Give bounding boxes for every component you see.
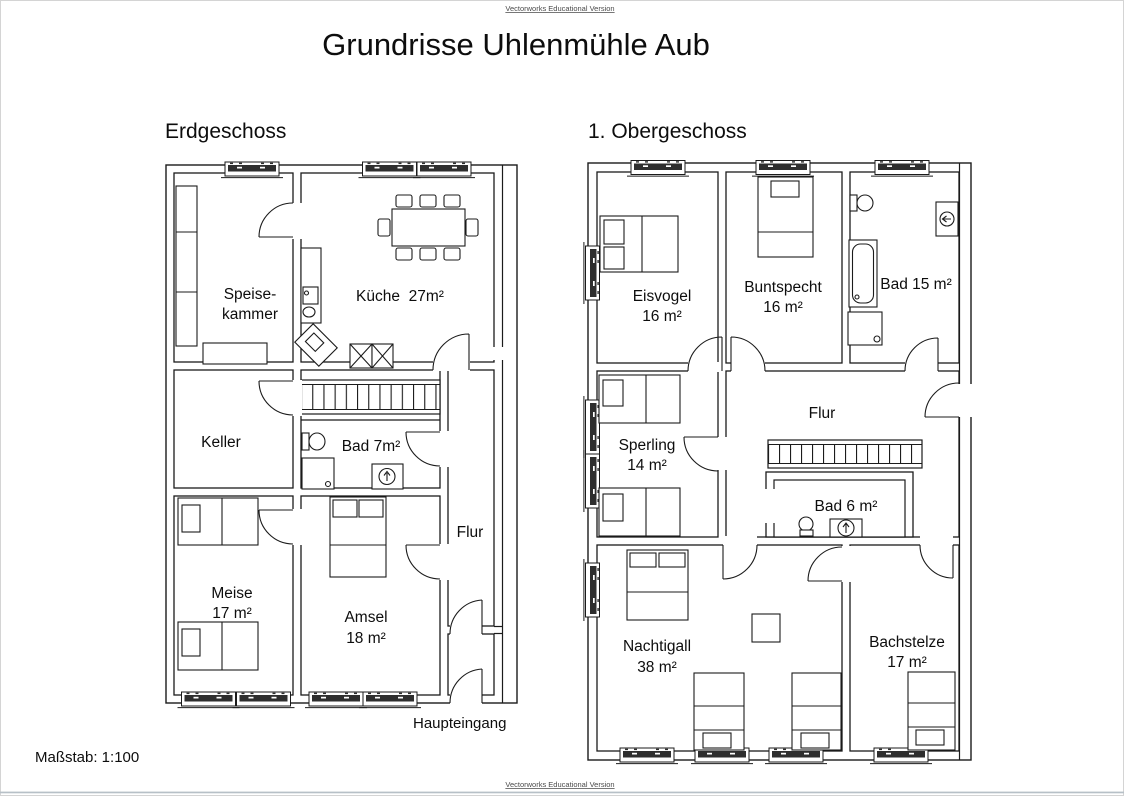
window bbox=[178, 692, 240, 708]
room-label-sperling: Sperling bbox=[618, 437, 676, 454]
room-label-nachtigall: Nachtigall bbox=[622, 638, 692, 655]
room-label-bad15: Bad 15 m² bbox=[880, 276, 952, 293]
window bbox=[233, 692, 295, 708]
og-buntspecht-bed bbox=[758, 177, 813, 257]
toilet-icon bbox=[800, 530, 813, 536]
page-bottom-rule bbox=[0, 792, 1124, 794]
room-label-amsel: Amsel bbox=[344, 609, 388, 626]
room-label-speisekammer: Speise- bbox=[223, 286, 277, 303]
room-label-bachstelze: Bachstelze bbox=[869, 634, 945, 651]
room-label-buntspecht: 16 m² bbox=[763, 299, 803, 316]
window bbox=[305, 692, 367, 708]
room-label-sperling: 14 m² bbox=[627, 457, 667, 474]
room-label-flur-eg: Flur bbox=[456, 524, 484, 541]
room-label-speisekammer: kammer bbox=[222, 306, 278, 323]
scale-label: Maßstab: 1:100 bbox=[35, 749, 140, 766]
window bbox=[871, 161, 933, 177]
room-label-keller: Keller bbox=[201, 434, 241, 451]
watermark-bottom: Vectorworks Educational Version bbox=[505, 780, 615, 789]
table bbox=[752, 614, 780, 642]
room-label-meise: Meise bbox=[211, 585, 253, 602]
heading-erdgeschoss: Erdgeschoss bbox=[165, 120, 287, 143]
window bbox=[413, 162, 475, 178]
room-label-meise: 17 m² bbox=[212, 605, 252, 622]
eg-room-flur bbox=[448, 370, 494, 626]
toilet-icon bbox=[857, 195, 873, 211]
room-label-nachtigall: 38 m² bbox=[637, 659, 677, 676]
window bbox=[584, 450, 600, 512]
window bbox=[359, 162, 421, 178]
floor-plan-erdgeschoss bbox=[166, 162, 517, 708]
eg-amsel-bed bbox=[330, 497, 386, 577]
window bbox=[584, 559, 600, 621]
og-bachstelze-bed bbox=[908, 672, 955, 750]
eg-stairs bbox=[301, 380, 440, 420]
dining-table bbox=[392, 209, 465, 246]
window bbox=[584, 396, 600, 458]
window bbox=[221, 162, 283, 178]
watermark-top: Vectorworks Educational Version bbox=[505, 4, 615, 13]
room-label-buntspecht: Buntspecht bbox=[744, 279, 822, 296]
og-stairs bbox=[768, 440, 922, 468]
window bbox=[584, 242, 600, 304]
room-label-eisvogel: Eisvogel bbox=[632, 288, 692, 305]
toilet-icon bbox=[850, 195, 857, 211]
toilet-icon bbox=[309, 433, 325, 450]
room-label-kueche: Küche 27m² bbox=[356, 288, 444, 305]
window bbox=[616, 748, 678, 764]
room-label-bad7: Bad 7m² bbox=[341, 438, 401, 455]
room-label-amsel: 18 m² bbox=[346, 630, 386, 647]
entrance-label: Haupteingang bbox=[413, 715, 507, 732]
eg-room-keller bbox=[174, 370, 293, 488]
page-title: Grundrisse Uhlenmühle Aub bbox=[322, 27, 710, 62]
room-label-bad6: Bad 6 m² bbox=[814, 498, 878, 515]
room-label-flur-og: Flur bbox=[808, 405, 836, 422]
toilet-icon bbox=[302, 433, 309, 450]
heading-obergeschoss: 1. Obergeschoss bbox=[588, 120, 747, 143]
window bbox=[359, 692, 421, 708]
og-bad6-fixtures bbox=[799, 517, 862, 537]
toilet-icon bbox=[799, 517, 813, 531]
eg-rear-opening bbox=[493, 347, 504, 360]
og-eisvogel-bed bbox=[600, 216, 678, 272]
room-label-bachstelze: 17 m² bbox=[887, 654, 927, 671]
window bbox=[752, 161, 814, 177]
window bbox=[627, 161, 689, 177]
room-label-eisvogel: 16 m² bbox=[642, 308, 682, 325]
bad6-door-opening bbox=[763, 489, 776, 523]
floor-plan-obergeschoss bbox=[584, 161, 973, 764]
